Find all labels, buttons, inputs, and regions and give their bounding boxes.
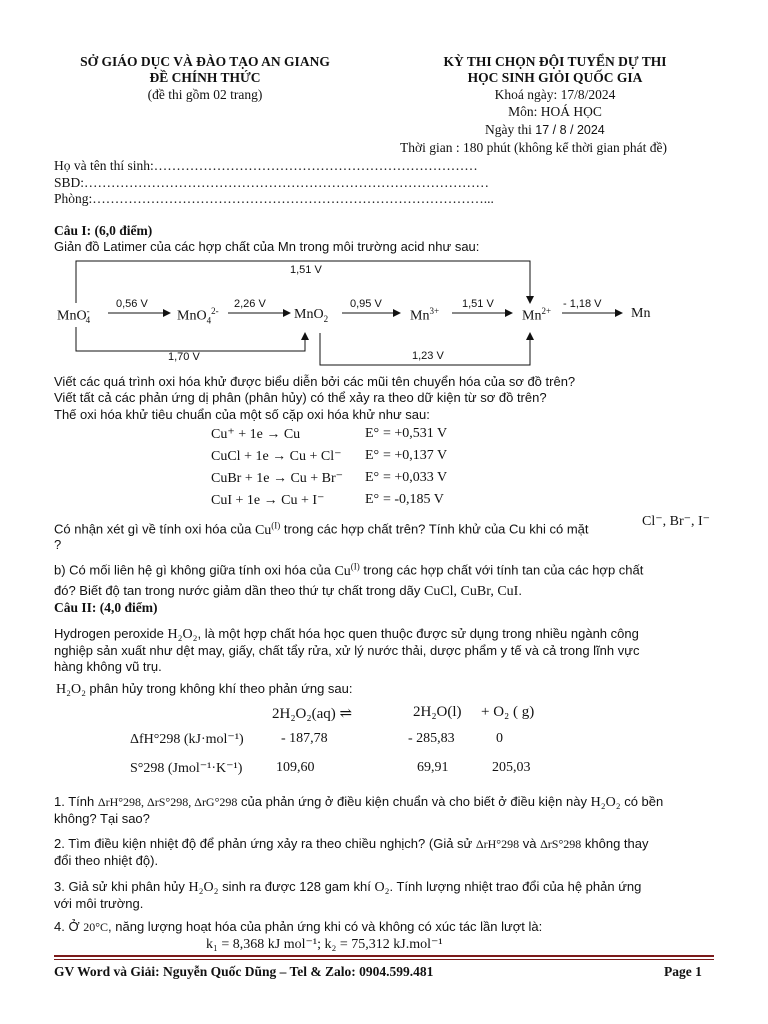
header-exam-subtitle: HỌC SINH GIỎI QUỐC GIA — [467, 70, 643, 85]
species-mno4-2: MnO$_4^{2-}$ — [177, 306, 219, 326]
couple-4-e: E° — [365, 492, 380, 507]
q2-1-line1: 1. Tính ΔrH°298, ΔrS°298, ΔrG°298 của phản ứng ở điều kiện chuẩn và cho biết ở điều kiện này H₂O₂ có bền — [54, 794, 664, 810]
q2-4-rates: k₁ = 8,368 kJ mol⁻¹; k₂ = 75,312 kJ.mol⁻¹ — [206, 937, 443, 952]
couple-4-reaction: CuI + 1e → Cu + I⁻ — [211, 493, 325, 508]
species-mn2: $Mn^{2+}$ — [522, 306, 552, 324]
footer-rule-thick — [54, 955, 714, 957]
header-official: ĐỀ CHÍNH THỨC — [149, 70, 261, 85]
footer-page-number: Page 1 — [664, 964, 702, 979]
exam-day-label: Ngày thi — [485, 122, 532, 137]
header-exam-date: Khoá ngày: 17/8/2024 — [494, 87, 616, 102]
q1-p2: Viết tất cả các phản ứng dị phân (phân hủy) có thể xảy ra theo dữ kiện từ sơ đồ trên? — [54, 390, 547, 405]
species-mn: Mn — [631, 306, 651, 321]
couple-1-reaction: Cu⁺ + 1e → Cu — [211, 427, 301, 442]
q1-p3: Thế oxi hóa khử tiêu chuẩn của một số cặp oxi hóa khử như sau: — [54, 407, 430, 422]
q1-a-ions: Cl⁻, Br⁻, I⁻ — [642, 514, 711, 529]
q2-intro-line1: Hydrogen peroxide H₂O₂, là một hợp chất hóa học quen thuộc được sử dụng trong nhiều ngành công — [54, 626, 639, 642]
q2-4-line1: 4. Ở 20°C, năng lượng hoạt hóa của phản ứng khi có và không có xúc tác lần lượt là: — [54, 919, 543, 934]
candidate-sbd-line: SBD:……………………………………………………………………………… — [54, 175, 490, 190]
q2-reaction-lhs: 2H₂O₂(aq) ⇌ — [272, 706, 353, 722]
thermo-row1-v3: 0 — [496, 731, 503, 746]
couple-2-e: E° — [365, 448, 380, 463]
latimer-label-a5: - 1,18 V — [563, 298, 602, 310]
latimer-diagram — [0, 255, 768, 375]
couple-4-value: = -0,185 V — [383, 492, 444, 507]
footer-rule-thin — [54, 959, 714, 960]
couple-2-value: = +0,137 V — [383, 448, 448, 463]
q2-3-line1: 3. Giả sử khi phân hủy H₂O₂ sinh ra được 128 gam khí O₂. Tính lượng nhiệt trao đổi của hệ phản ứng — [54, 879, 642, 895]
couple-3-reaction: CuBr + 1e → Cu + Br⁻ — [211, 471, 344, 486]
thermo-row2-v3: 205,03 — [492, 760, 531, 775]
latimer-label-bottom-right: 1,23 V — [412, 350, 444, 362]
latimer-label-a3: 0,95 V — [350, 298, 382, 310]
q1-intro: Giản đồ Latimer của các hợp chất của Mn trong môi trường acid như sau: — [54, 239, 480, 254]
latimer-label-a2: 2,26 V — [234, 298, 266, 310]
species-mno4: MnO-$_4$ — [57, 306, 91, 326]
couple-1-e: E° — [365, 426, 380, 441]
q1-a-line: Có nhận xét gì về tính oxi hóa của $Cu^{(I)}$ trong các hợp chất trên? Tính khử của Cu khi có mặt — [54, 520, 589, 538]
q2-2-line1: 2. Tìm điều kiện nhiệt độ để phản ứng xảy ra theo chiều nghịch? (Giả sử ΔrH°298 và ΔrS°298 không thay — [54, 836, 649, 851]
thermo-row1-v1: - 187,78 — [281, 731, 328, 746]
candidate-room-line: Phòng:……………………………………………………………………………... — [54, 191, 494, 206]
couple-3-e: E° — [365, 470, 380, 485]
header-exam-title: KỲ THI CHỌN ĐỘI TUYỂN DỰ THI — [443, 54, 667, 69]
q2-title: Câu II: (4,0 điểm) — [54, 600, 158, 615]
latimer-label-top: 1,51 V — [290, 264, 322, 276]
exam-day-value: 17 / 8 / 2024 — [535, 123, 605, 137]
header-duration: Thời gian : 180 phút (không kể thời gian phát đề) — [400, 140, 667, 155]
q2-intro-line2: nghiệp sản xuất như dệt may, giấy, chất tẩy rửa, xử lý nước thải, dược phẩm y tế và cả trong lĩnh vực — [54, 643, 640, 658]
q1-b-line2: đó? Biết độ tan trong nước giảm dần theo thứ tự chất trong dãy CuCl, CuBr, CuI. — [54, 583, 522, 599]
q2-reaction-p1: 2H₂O(l) — [413, 704, 462, 720]
thermo-row2-v1: 109,60 — [276, 760, 315, 775]
header-subject: Môn: HOÁ HỌC — [508, 104, 602, 119]
thermo-row2-label: S°298 (Jmol⁻¹·K⁻¹) — [130, 761, 243, 776]
header-exam-day — [485, 121, 605, 139]
latimer-label-a4: 1,51 V — [462, 298, 494, 310]
q1-p1: Viết các quá trình oxi hóa khử được biểu diễn bởi các mũi tên chuyển hóa của sơ đồ trên? — [54, 374, 576, 389]
thermo-row1-v2: - 285,83 — [408, 731, 455, 746]
q2-intro-line3: hàng không vũ trụ. — [54, 659, 162, 674]
thermo-row1-label: ΔfH°298 (kJ·mol⁻¹) — [130, 732, 244, 747]
q1-a-end: ? — [54, 537, 62, 552]
arrow-bottom-left — [76, 327, 305, 351]
header-department: SỞ GIÁO DỤC VÀ ĐÀO TẠO AN GIANG — [80, 54, 330, 69]
q2-2-line2: đổi theo nhiệt độ). — [54, 853, 159, 868]
q2-1-line2: không? Tại sao? — [54, 811, 150, 826]
species-mn3: $Mn^{3+}$ — [410, 306, 440, 324]
thermo-row2-v2: 69,91 — [417, 760, 449, 775]
q1-b-line1: b) Có mối liên hệ gì không giữa tính oxi hóa của $Cu^{(I)}$ trong các hợp chất với tính tan của các hợp chất — [54, 561, 644, 579]
couple-1-value: = +0,531 V — [383, 426, 448, 441]
footer-author: GV Word và Giải: Nguyễn Quốc Dũng – Tel & Zalo: 0904.599.481 — [54, 964, 434, 979]
couple-2-reaction: CuCl + 1e → Cu + Cl⁻ — [211, 449, 342, 464]
couple-3-value: = +0,033 V — [383, 470, 448, 485]
latimer-label-bottom-left: 1,70 V — [168, 351, 200, 363]
q2-decomp-line: H₂O₂ phân hủy trong không khí theo phản ứng sau: — [56, 681, 353, 697]
candidate-name-line: Họ và tên thí sinh:……………………………………………………………… — [54, 158, 478, 173]
species-mno2: MnO$_2$ — [294, 307, 329, 324]
q2-reaction-p2: + O₂ ( g) — [481, 704, 535, 720]
header-pages-note: (đề thi gồm 02 trang) — [147, 87, 263, 102]
latimer-label-a1: 0,56 V — [116, 298, 148, 310]
q1-title: Câu I: (6,0 điểm) — [54, 223, 153, 238]
q2-3-line2: với môi trường. — [54, 896, 144, 911]
